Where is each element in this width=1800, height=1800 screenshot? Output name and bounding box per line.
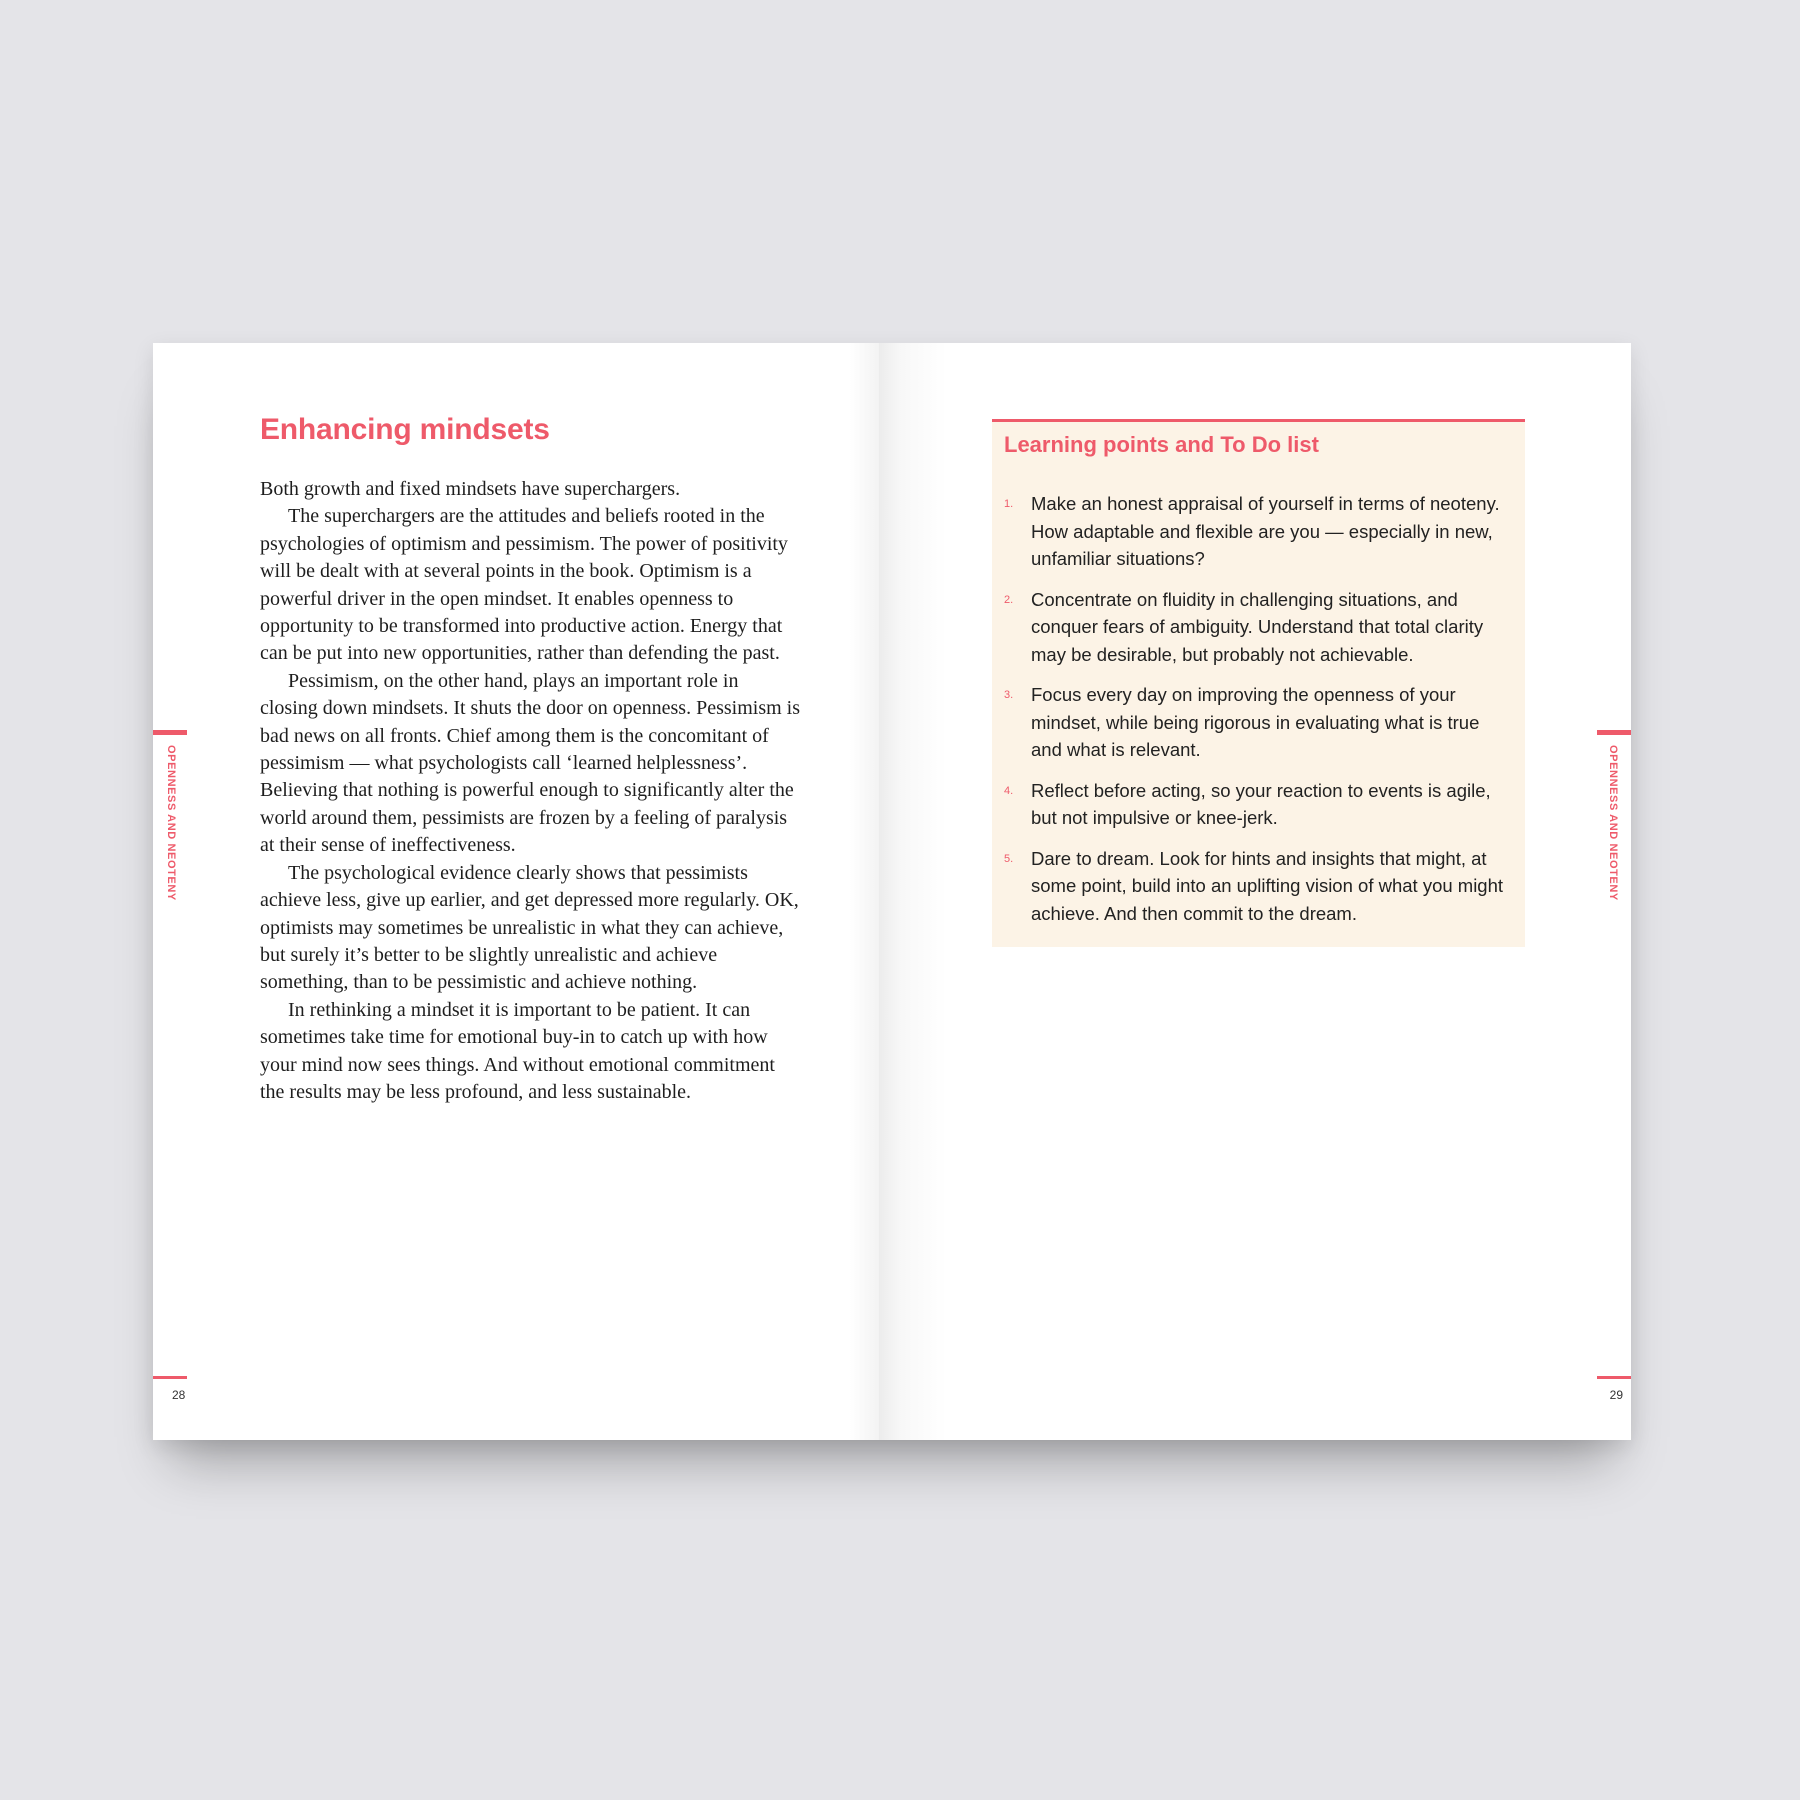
- list-item-text: Dare to dream. Look for hints and insights that might, at some point, build into an uplifting vision of what you might achieve. And then commit to the dream.: [1031, 847, 1504, 924]
- paragraph: In rethinking a mindset it is important to be patient. It can sometimes take time for emotional buy-in to catch up with how your mind now sees things. And without emotional commitment the results may be less profound, and less sustainable.: [260, 998, 775, 1103]
- side-tab-bar: [1597, 730, 1631, 735]
- right-page: [879, 343, 1631, 1440]
- list-item-text: Reflect before acting, so your reaction to events is agile, but not impulsive or knee-jerk.: [1031, 779, 1491, 828]
- book-spread: [153, 343, 1631, 1440]
- learning-points-box: [992, 419, 1525, 947]
- section-heading: Enhancing mindsets: [260, 413, 550, 446]
- list-item-text: Make an honest appraisal of yourself in terms of neoteny. How adaptable and flexible are you — especially in new, unfamiliar situations?: [1031, 493, 1500, 569]
- page-number: 28: [172, 1388, 186, 1402]
- side-tab-label: OPENNESS AND NEOTENY: [1607, 745, 1619, 901]
- list-item-number: 1.: [1004, 498, 1014, 510]
- list-item-number: 2.: [1004, 593, 1014, 606]
- paragraph: The superchargers are the attitudes and beliefs rooted in the psychologies of optimism and pessimism. The power of positivity will be dealt with at several points in the book. Optimism is a powerful driver in the open mindset. It enables openness to opportunity to be transformed into productive action. Energy that can be put into new opportunities, rather than defending the past.: [260, 505, 788, 665]
- running-side-tab: [153, 730, 187, 901]
- folio: [153, 1376, 187, 1402]
- list-item-text: Focus every day on improving the openness of your mindset, while being rigorous in evaluating what is true and what is relevant.: [1031, 684, 1480, 760]
- body-text: [260, 476, 800, 1106]
- list-item: [1004, 777, 1509, 832]
- paragraph: Both growth and fixed mindsets have superchargers.: [260, 478, 681, 500]
- page-number: 29: [1609, 1388, 1623, 1402]
- left-page: [153, 343, 879, 1440]
- list-item: [1004, 490, 1509, 573]
- list-item: [1004, 845, 1509, 928]
- paragraph: Pessimism, on the other hand, plays an important role in closing down mindsets. It shuts the door on openness. Pessimism is bad news on all fronts. Chief among them is the concomitant of pessimism — what psychologists call ‘learned helplessness’. Believing that nothing is powerful enough to significantly alter the world around them, pessimists are frozen by a feeling of paralysis at their sense of ineffectiveness.: [260, 669, 800, 857]
- folio-bar: [1597, 1376, 1631, 1379]
- folio-bar: [153, 1376, 187, 1379]
- list-item-text: Concentrate on fluidity in challenging situations, and conquer fears of ambiguity. Understand that total clarity may be desirable, but probably not achievable.: [1031, 588, 1484, 665]
- list-item-number: 3.: [1004, 689, 1014, 701]
- list-item: [1004, 586, 1509, 669]
- callout-title: Learning points and To Do list: [1004, 432, 1319, 457]
- side-tab-bar: [153, 730, 187, 735]
- list-item-number: 5.: [1004, 852, 1014, 865]
- paragraph: The psychological evidence clearly shows that pessimists achieve less, give up earlier, and get depressed more regularly. OK, optimists may sometimes be unrealistic in what they can achieve, but surely it’s better to be slightly unrealistic and achieve something, than to be pessimistic and achieve nothing.: [260, 861, 799, 994]
- side-tab-label: OPENNESS AND NEOTENY: [165, 745, 177, 901]
- list-item-number: 4.: [1004, 784, 1014, 797]
- list-item: [1004, 681, 1509, 764]
- running-side-tab: [1597, 730, 1631, 901]
- todo-list: [1004, 490, 1509, 940]
- folio: [1597, 1376, 1631, 1402]
